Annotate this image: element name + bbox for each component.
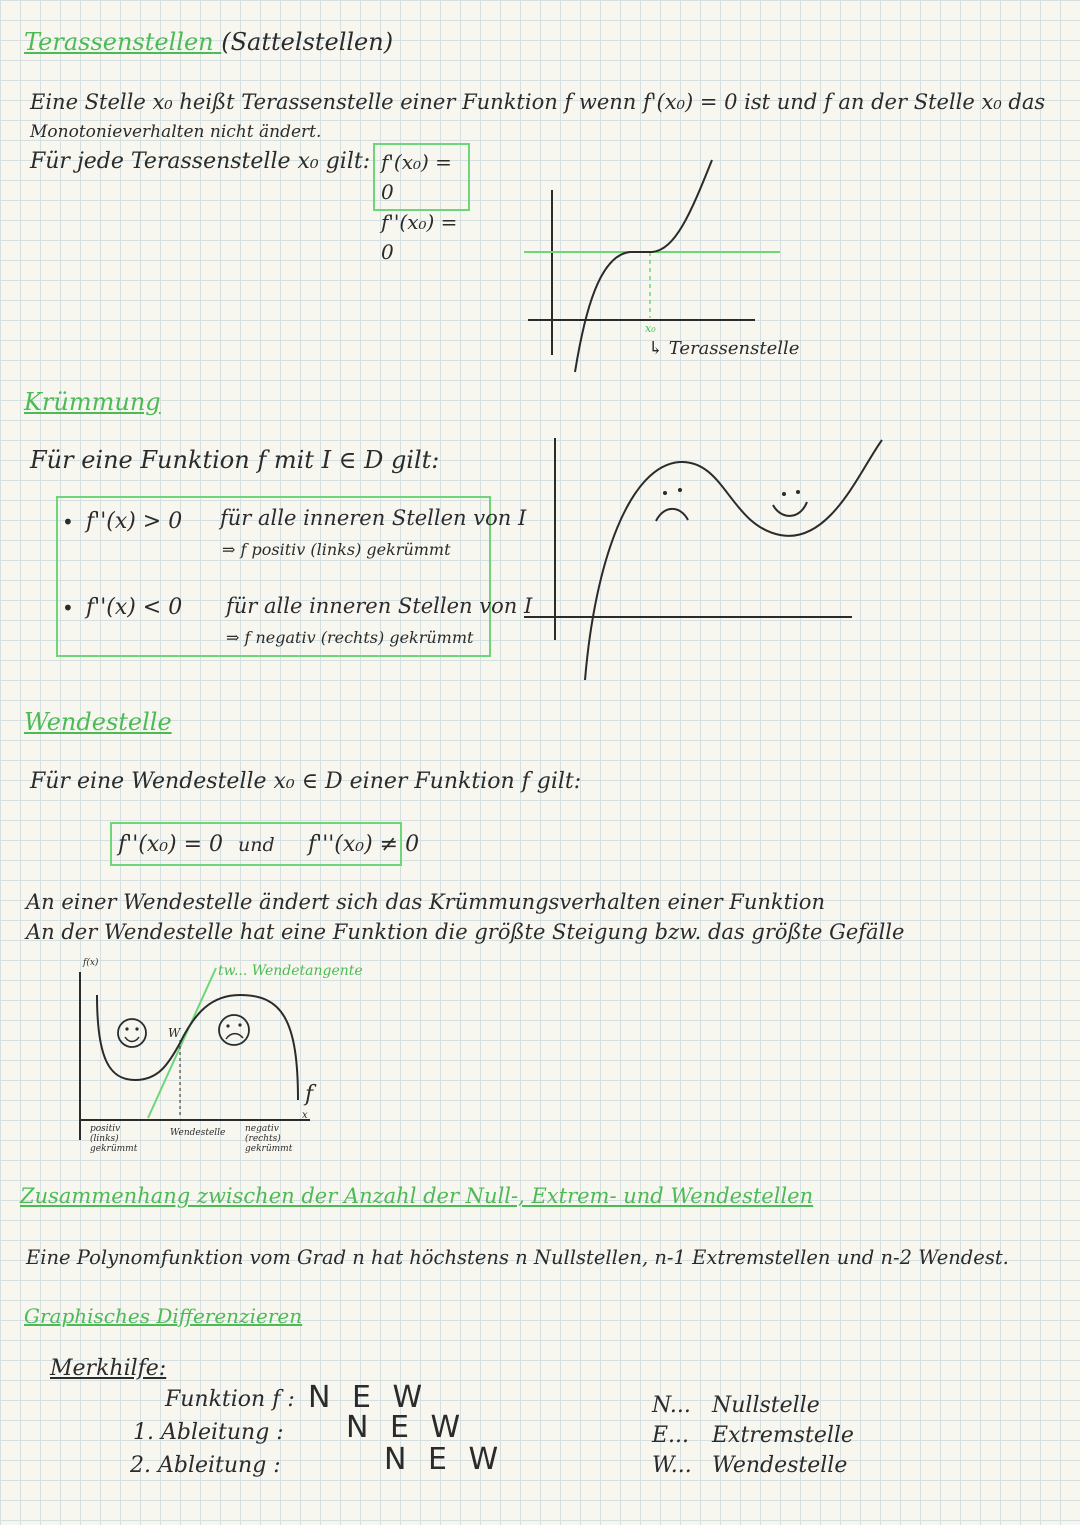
legend-key: E... bbox=[652, 1423, 690, 1448]
zusammenhang-title: Zusammenhang zwischen der Anzahl der Null-, Extrem- und Wendestellen bbox=[20, 1184, 814, 1208]
merkhilfe-label: Merkhilfe: bbox=[50, 1356, 167, 1381]
kruemmung-intro: Für eine Funktion f mit I ∈ D gilt: bbox=[30, 446, 440, 474]
kruemmung-item-1-where: für alle inneren Stellen von I bbox=[220, 506, 527, 530]
wende-cond1: f''(x₀) = 0 bbox=[118, 832, 224, 857]
bullet-dot: • bbox=[62, 596, 74, 620]
wende-mid-region: Wendestelle bbox=[170, 1128, 226, 1138]
terassen-title-paren: (Sattelstellen) bbox=[221, 28, 394, 56]
legend-value: Wendestelle bbox=[712, 1453, 848, 1478]
bullet-dot: • bbox=[62, 510, 74, 534]
terassen-title: Terassenstellen bbox=[24, 28, 214, 56]
kruemmung-item-2-where: für alle inneren Stellen von I bbox=[226, 594, 533, 618]
wende-title: Wendestelle bbox=[24, 708, 172, 736]
zusammenhang-text: Eine Polynomfunktion vom Grad n hat höchstens n Nullstellen, n-1 Extremstellen und n-2 Wendest. bbox=[26, 1246, 1009, 1269]
legend-item bbox=[652, 1392, 854, 1422]
terassen-graph-caption: ↳ Terassenstelle bbox=[648, 338, 800, 359]
kruemmung-title: Krümmung bbox=[24, 388, 161, 416]
wende-tangent-label: tw... Wendetangente bbox=[218, 963, 363, 979]
happy-face-icon bbox=[118, 1019, 146, 1047]
terassen-x0-label: x₀ bbox=[645, 322, 656, 335]
merk-row-3-label: 2. Ableitung : bbox=[130, 1453, 281, 1478]
terassen-def-line2: Monotonieverhalten nicht ändert. bbox=[30, 122, 322, 142]
wende-cond2: f'''(x₀) ≠ 0 bbox=[308, 832, 420, 857]
merk-row-2-letters: N E W bbox=[346, 1410, 467, 1445]
merk-row-1-label: Funktion f : bbox=[165, 1387, 295, 1412]
wende-intro: Für eine Wendestelle x₀ ∈ D einer Funktion f gilt: bbox=[30, 769, 582, 794]
legend-key: N... bbox=[652, 1393, 691, 1418]
wende-right-region: negativ (rechts) gekrümmt bbox=[245, 1124, 293, 1154]
merk-row-3-letters: N E W bbox=[384, 1442, 505, 1477]
graphisch-title: Graphisches Differenzieren bbox=[24, 1304, 303, 1328]
legend-item bbox=[652, 1452, 854, 1482]
wende-x-label: x bbox=[302, 1110, 308, 1121]
kruemmung-item-1-cond: f''(x) > 0 bbox=[86, 509, 183, 534]
wende-line2: An der Wendestelle hat eine Funktion die größte Steigung bzw. das größte Gefälle bbox=[26, 920, 905, 944]
terassen-rule-intro: Für jede Terassenstelle x₀ gilt: bbox=[30, 149, 371, 174]
kruemmung-item-2-result: ⇒ f negativ (rechts) gekrümmt bbox=[226, 628, 474, 647]
terassen-cond1: f'(x₀) = 0 bbox=[381, 150, 452, 204]
merk-legend bbox=[652, 1392, 854, 1482]
merk-row-1-letters: N E W bbox=[308, 1380, 429, 1415]
wende-w-label: W bbox=[168, 1026, 181, 1040]
wende-and: und bbox=[238, 834, 275, 856]
wende-left-region: positiv (links) gekrümmt bbox=[90, 1124, 138, 1154]
kruemmung-item-2-cond: f''(x) < 0 bbox=[86, 595, 183, 620]
merk-row-2-label: 1. Ableitung : bbox=[133, 1420, 284, 1445]
terassen-cond2: f''(x₀) = 0 bbox=[381, 210, 458, 264]
legend-value: Extremstelle bbox=[712, 1423, 854, 1448]
wende-line1: An einer Wendestelle ändert sich das Krümmungsverhalten einer Funktion bbox=[26, 890, 825, 914]
sad-face-icon bbox=[219, 1015, 249, 1045]
kruemmung-item-1-result: ⇒ f positiv (links) gekrümmt bbox=[222, 540, 451, 559]
legend-item bbox=[652, 1422, 854, 1452]
wende-f-label: f bbox=[305, 1082, 314, 1107]
wende-tangent-line bbox=[148, 968, 216, 1118]
terassen-def-line1: Eine Stelle x₀ heißt Terassenstelle einer Funktion f wenn f'(x₀) = 0 ist und f an der Stelle x₀ das bbox=[30, 90, 1046, 114]
legend-key: W... bbox=[652, 1453, 692, 1478]
wende-y-label: f(x) bbox=[83, 958, 99, 968]
legend-value: Nullstelle bbox=[712, 1393, 820, 1418]
